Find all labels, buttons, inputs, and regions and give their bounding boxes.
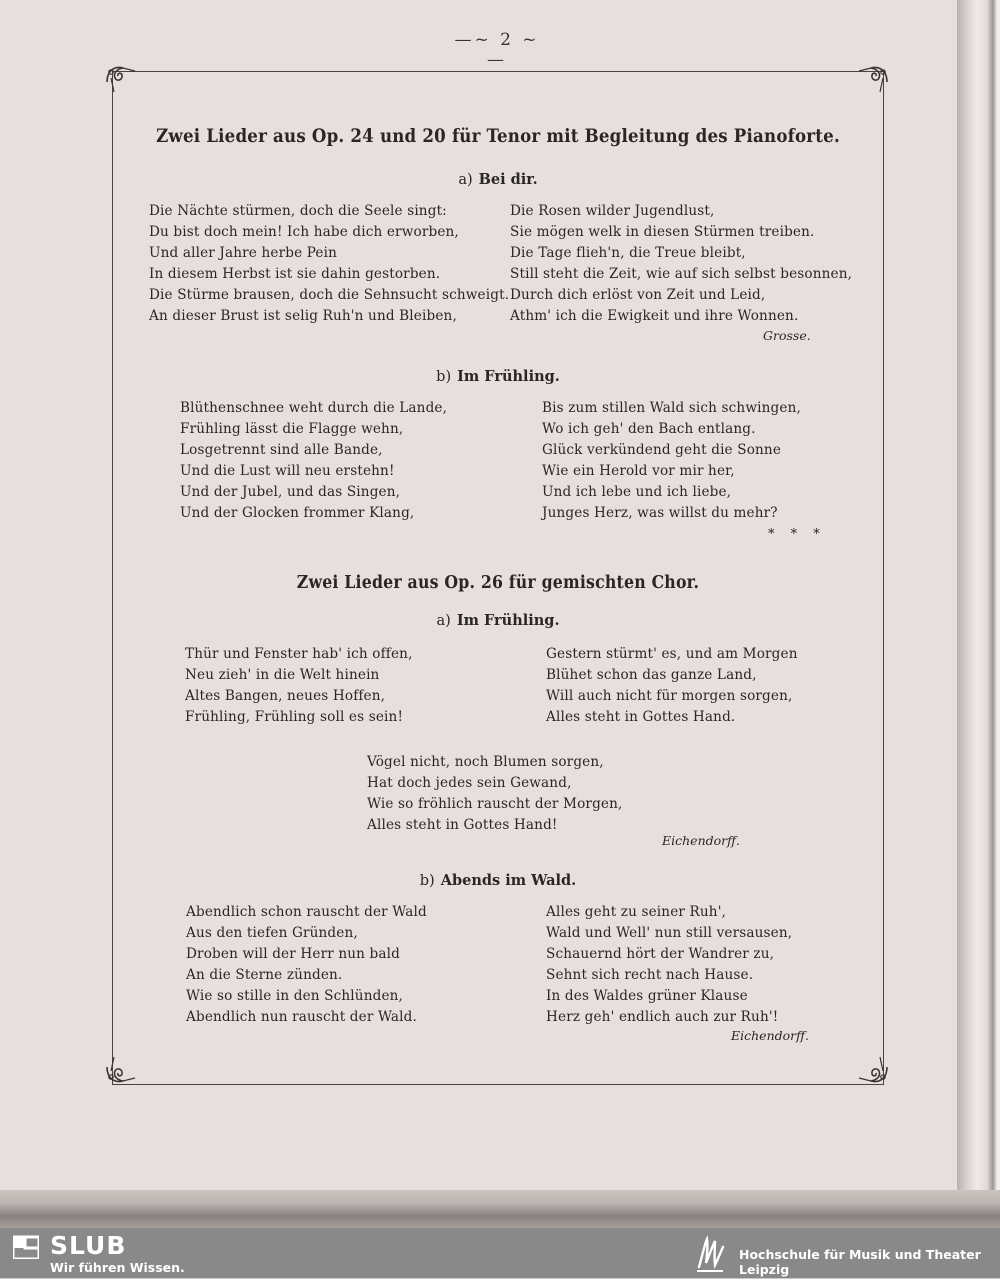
poem-line: Durch dich erlöst von Zeit und Leid, [510, 287, 766, 303]
poem-line: Blühet schon das ganze Land, [546, 667, 757, 683]
song-heading [112, 171, 884, 188]
poem-line: Die Tage flieh'n, die Treue bleibt, [510, 245, 746, 261]
frame-corner-ornament-icon [857, 1055, 891, 1089]
poem-author: Eichendorff. [662, 833, 740, 848]
poem-column-left [186, 902, 427, 1028]
poem-column-right [546, 644, 798, 728]
poem-line: Und aller Jahre herbe Pein [149, 245, 338, 261]
poem-column-left [185, 644, 413, 728]
poem-line: Sehnt sich recht nach Hause. [546, 967, 754, 983]
poem-column-left [180, 398, 447, 524]
poem-line: Abendlich nun rauscht der Wald. [186, 1009, 417, 1025]
section-title: Zwei Lieder aus Op. 26 für gemischten Chor. [296, 573, 700, 593]
viewer-footer [0, 1228, 1000, 1278]
poem-column-right [546, 902, 792, 1028]
song-title: Abends im Wald. [440, 872, 577, 889]
song-letter: b) [419, 873, 435, 889]
poem-line: Herz geh' endlich auch zur Ruh'! [546, 1009, 779, 1025]
song-letter: a) [436, 613, 451, 629]
song-title: Im Frühling. [457, 368, 560, 385]
poem-line: Wie ein Herold vor mir her, [542, 463, 735, 479]
book-edge [957, 0, 1000, 1228]
asterism-divider: * * * [768, 527, 826, 542]
poem-line: Aus den tiefen Gründen, [186, 925, 358, 941]
poem-center-stanza [367, 752, 623, 836]
poem-line: Losgetrennt sind alle Bande, [180, 442, 383, 458]
song-title: Bei dir. [478, 171, 538, 188]
poem-line: An dieser Brust ist selig Ruh'n und Bleiben, [149, 308, 457, 324]
poem-author: Grosse. [763, 328, 811, 343]
poem-line: Thür und Fenster hab' ich offen, [185, 646, 413, 662]
poem-line: Und der Jubel, und das Singen, [180, 484, 401, 500]
page-bottom-edge [0, 1190, 1000, 1228]
poem-line: Wald und Well' nun still versausen, [546, 925, 793, 941]
poem-line: Alles steht in Gottes Hand. [546, 709, 736, 725]
frame-corner-ornament-icon [103, 1055, 137, 1089]
poem-line: Frühling lässt die Flagge wehn, [180, 421, 404, 437]
poem-line: Vögel nicht, noch Blumen sorgen, [367, 754, 604, 770]
poem-line: Will auch nicht für morgen sorgen, [546, 688, 793, 704]
poem-line: Neu zieh' in die Welt hinein [185, 667, 380, 683]
song-heading [112, 368, 884, 385]
poem-line: Abendlich schon rauscht der Wald [186, 904, 427, 920]
page-number: —~ 2 ~— [454, 30, 540, 70]
song-letter: b) [436, 369, 452, 385]
poem-line: Frühling, Frühling soll es sein! [185, 709, 404, 725]
poem-line: Altes Bangen, neues Hoffen, [185, 688, 386, 704]
song-heading [112, 612, 884, 629]
frame-corner-ornament-icon [857, 60, 891, 94]
poem-line: Die Rosen wilder Jugendlust, [510, 203, 715, 219]
poem-line: Du bist doch mein! Ich habe dich erworben, [149, 224, 459, 240]
poem-line: Und die Lust will neu erstehn! [180, 463, 395, 479]
song-letter: a) [458, 172, 473, 188]
slub-tagline: Wir führen Wissen. [50, 1260, 185, 1275]
poem-column-left [149, 201, 509, 327]
poem-column-right [510, 201, 852, 327]
poem-line: In des Waldes grüner Klause [546, 988, 748, 1004]
poem-line: Junges Herz, was willst du mehr? [542, 505, 778, 521]
poem-line: Schauernd hört der Wandrer zu, [546, 946, 775, 962]
poem-line: An die Sterne zünden. [186, 967, 343, 983]
poem-line: In diesem Herbst ist sie dahin gestorben. [149, 266, 441, 282]
poem-line: Droben will der Herr nun bald [186, 946, 400, 962]
poem-line: Die Stürme brausen, doch die Sehnsucht schweigt. [149, 287, 510, 303]
poem-line: Hat doch jedes sein Gewand, [367, 775, 572, 791]
poem-line: Sie mögen welk in diesen Stürmen treiben. [510, 224, 815, 240]
poem-author: Eichendorff. [731, 1028, 809, 1043]
poem-line: Alles geht zu seiner Ruh', [546, 904, 727, 920]
poem-line: Glück verkündend geht die Sonne [542, 442, 782, 458]
frame-corner-ornament-icon [103, 60, 137, 94]
song-heading [112, 872, 884, 889]
poem-line: Wie so stille in den Schlünden, [186, 988, 404, 1004]
poem-line: Athm' ich die Ewigkeit und ihre Wonnen. [510, 308, 799, 324]
song-title: Im Frühling. [456, 612, 560, 629]
slub-logo-icon [13, 1235, 39, 1259]
poem-line: Die Nächte stürmen, doch die Seele singt: [149, 203, 447, 219]
section-title: Zwei Lieder aus Op. 24 und 20 für Tenor mit Begleitung des Pianoforte. [156, 126, 840, 147]
poem-line: Wo ich geh' den Bach entlang. [542, 421, 756, 437]
poem-column-right [542, 398, 801, 524]
poem-line: Bis zum stillen Wald sich schwingen, [542, 400, 801, 416]
poem-line: Und der Glocken frommer Klang, [180, 505, 415, 521]
slub-brand: SLUB [50, 1231, 127, 1260]
poem-line: Und ich lebe und ich liebe, [542, 484, 732, 500]
poem-line: Alles steht in Gottes Hand! [367, 817, 558, 833]
poem-line: Still steht die Zeit, wie auf sich selbst besonnen, [510, 266, 853, 282]
hfm-logo-icon [693, 1233, 729, 1275]
poem-line: Gestern stürmt' es, und am Morgen [546, 646, 798, 662]
poem-line: Blüthenschnee weht durch die Lande, [180, 400, 448, 416]
poem-line: Wie so fröhlich rauscht der Morgen, [367, 796, 623, 812]
institution-name: Hochschule für Musik und Theater Leipzig [739, 1247, 981, 1277]
